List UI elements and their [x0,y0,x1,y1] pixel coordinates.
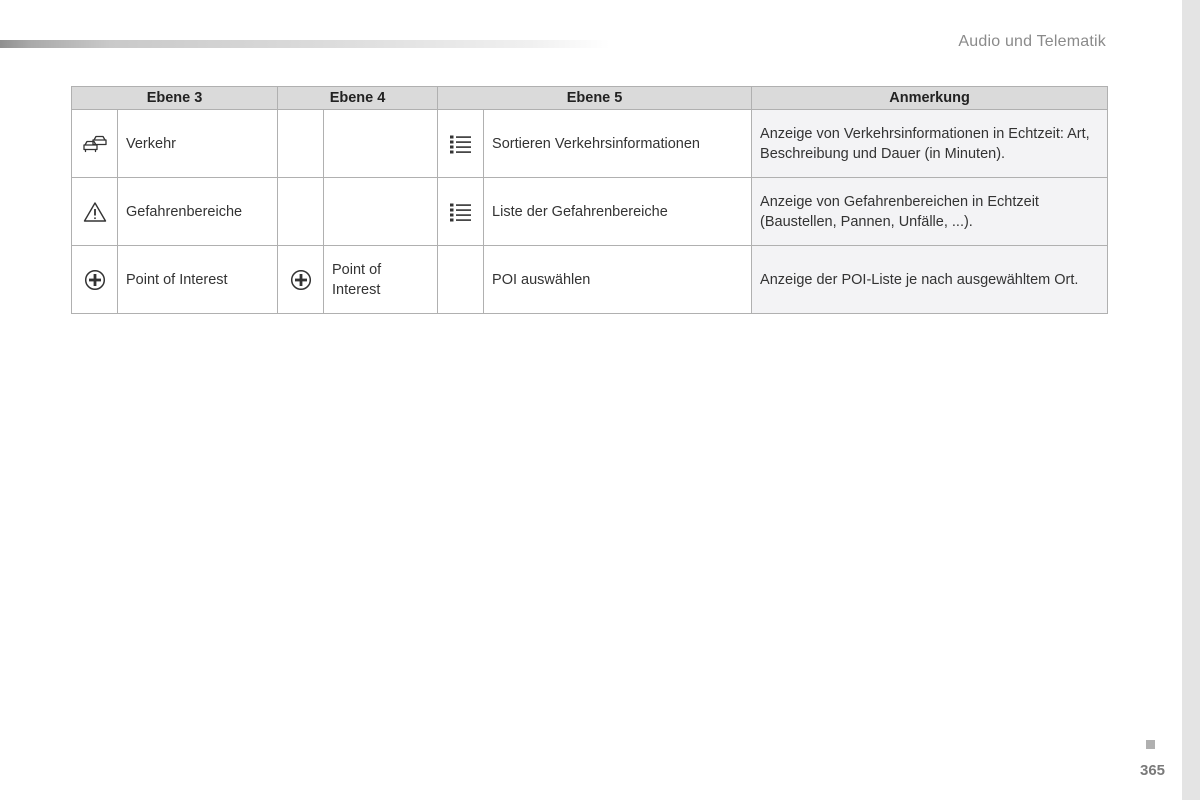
page-edge-strip [1182,0,1200,800]
warning-triangle-icon [83,201,107,223]
level3-label: Verkehr [118,110,278,178]
level5-icon-cell-empty [438,246,484,314]
list-icon [449,202,473,222]
table-row [72,246,1108,314]
level5-label: Sortieren Verkehrsinformationen [484,110,752,178]
note-text: Anzeige von Gefahrenbereichen in Echtzeit (Baustellen, Pannen, Unfälle, ...). [752,178,1108,246]
level3-label: Gefahrenbereiche [118,178,278,246]
level4-icon-cell [278,246,324,314]
level5-icon-cell [438,110,484,178]
column-header-ebene-4: Ebene 4 [278,87,438,110]
page-number: 365 [1140,762,1166,779]
level5-label: POI auswählen [484,246,752,314]
level3-icon-cell [72,178,118,246]
level4-icon-cell-empty [278,178,324,246]
table-row [72,110,1108,178]
level5-label: Liste der Gefahrenbereiche [484,178,752,246]
table-header-row [72,87,1108,110]
table-row [72,178,1108,246]
list-icon [449,134,473,154]
note-text: Anzeige von Verkehrsinformationen in Echtzeit: Art, Beschreibung und Dauer (in Minuten). [752,110,1108,178]
poi-plus-icon [290,269,312,291]
level4-label [324,110,438,178]
note-text: Anzeige der POI-Liste je nach ausgewähltem Ort. [752,246,1108,314]
level3-icon-cell [72,110,118,178]
column-header-ebene-5: Ebene 5 [438,87,752,110]
level4-label [324,178,438,246]
header-decoration-bar [0,40,610,48]
level3-icon-cell [72,246,118,314]
page-marker [1146,740,1155,749]
level5-icon-cell [438,178,484,246]
column-header-anmerkung: Anmerkung [752,87,1108,110]
section-title: Audio und Telematik [958,33,1106,50]
menu-levels-table [71,86,1108,314]
level3-label: Point of Interest [118,246,278,314]
level4-label: Point of Interest [324,246,438,314]
poi-plus-icon [84,269,106,291]
traffic-cars-icon [82,134,108,154]
level4-icon-cell-empty [278,110,324,178]
column-header-ebene-3: Ebene 3 [72,87,278,110]
